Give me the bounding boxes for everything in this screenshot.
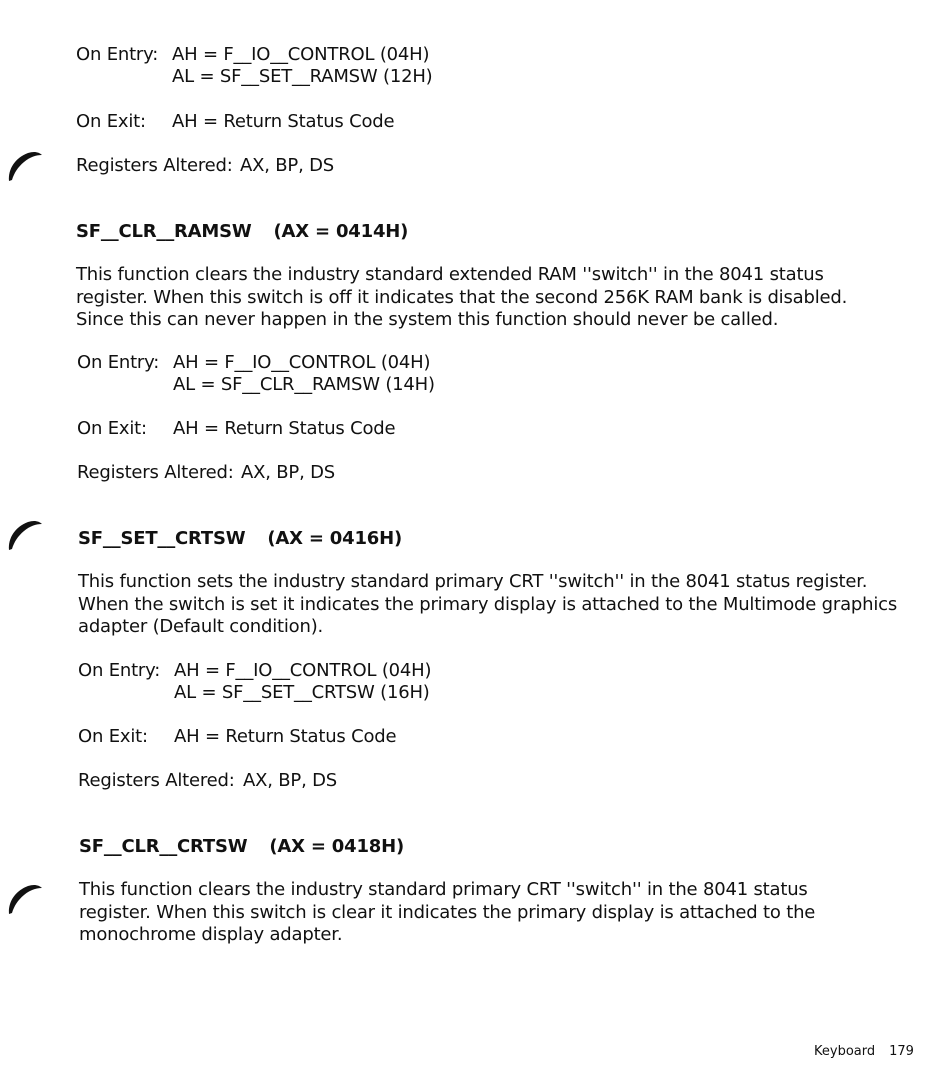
function-description: This function clears the industry standard extended RAM ''switch'' in the 8041 status register. When this switch is off it indicates that the second 256K RAM bank is disabled. Since this can never happen in the system this function should never be called. [76,264,848,330]
registers-value: AX, BP, DS [241,462,336,483]
exit-label: On Exit: [77,418,147,439]
margin-mark-icon [6,143,46,183]
margin-mark-icon [6,876,46,916]
entry-line-ah: AH = F__IO__CONTROL (04H) [173,352,431,373]
registers-label: Registers Altered: [78,770,235,791]
function-code: (AX = 0418H) [269,836,404,857]
page-footer [814,1044,914,1060]
function-name: SF__CLR__RAMSW [76,221,252,242]
function-heading [76,221,408,243]
exit-label: On Exit: [78,726,148,747]
registers-value: AX, BP, DS [240,155,335,176]
entry-line-ah: AH = F__IO__CONTROL (04H) [172,44,430,65]
exit-label: On Exit: [76,111,146,132]
entry-line-al: AL = SF__SET__CRTSW (16H) [174,682,430,703]
function-name: SF__SET__CRTSW [78,528,246,549]
function-heading [79,836,404,858]
page-number: 179 [889,1044,914,1059]
entry-label: On Entry: [76,44,159,65]
function-name: SF__CLR__CRTSW [79,836,248,857]
entry-line-al: AL = SF__CLR__RAMSW (14H) [173,374,435,395]
entry-line-al: AL = SF__SET__RAMSW (12H) [172,66,433,87]
exit-value: AH = Return Status Code [173,418,396,439]
registers-value: AX, BP, DS [243,770,338,791]
margin-mark-icon [6,512,46,552]
registers-label: Registers Altered: [76,155,233,176]
exit-value: AH = Return Status Code [172,111,395,132]
entry-label: On Entry: [77,352,160,373]
footer-chapter: Keyboard [814,1044,876,1059]
function-code: (AX = 0414H) [273,221,409,242]
function-description: This function sets the industry standard primary CRT ''switch'' in the 8041 status register. When the switch is set it indicates the primary display is attached to the Multimode graphics adapter (Default condition). [78,571,898,637]
function-description: This function clears the industry standard primary CRT ''switch'' in the 8041 status register. When this switch is clear it indicates the primary display is attached to the monochrome display adapter. [79,879,816,945]
exit-value: AH = Return Status Code [174,726,397,747]
registers-label: Registers Altered: [77,462,234,483]
function-code: (AX = 0416H) [267,528,402,549]
function-heading [78,528,402,550]
entry-line-ah: AH = F__IO__CONTROL (04H) [174,660,432,681]
entry-label: On Entry: [78,660,161,681]
